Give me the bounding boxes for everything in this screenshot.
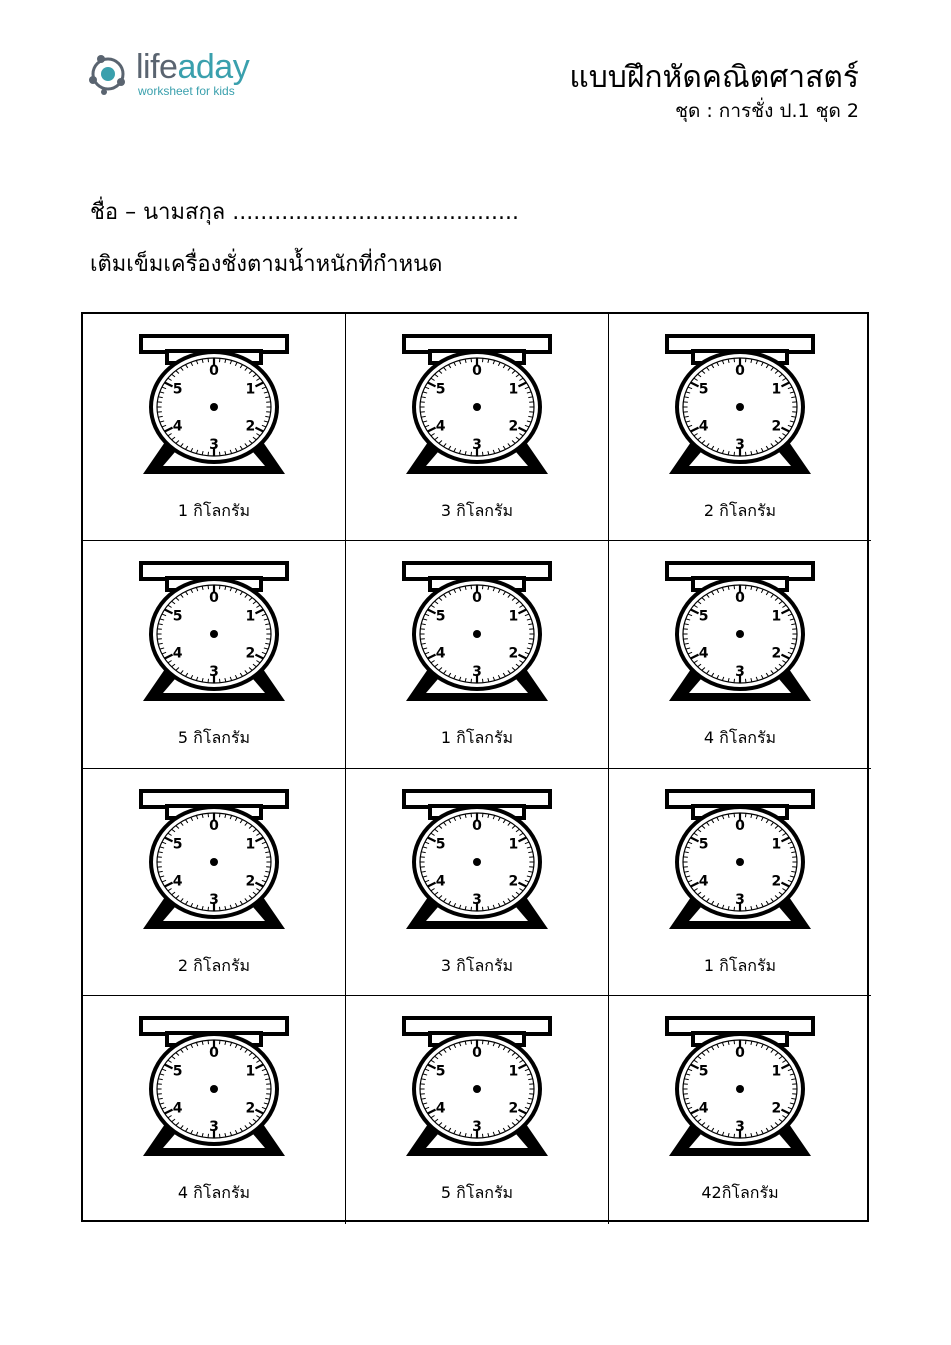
scale-cell bbox=[83, 314, 346, 541]
weight-label: 5 กิโลกรัม bbox=[440, 1183, 514, 1202]
dial-number: 0 bbox=[209, 1045, 219, 1061]
dial-number: 1 bbox=[771, 381, 782, 398]
dial-number: 1 bbox=[508, 1063, 519, 1080]
dial-number: 1 bbox=[245, 381, 256, 398]
dial-number: 2 bbox=[245, 418, 256, 435]
dial-number: 2 bbox=[245, 873, 256, 890]
dial-number: 0 bbox=[472, 818, 482, 834]
dial-number: 3 bbox=[472, 892, 482, 908]
scale-cell bbox=[83, 769, 346, 996]
dial-number: 0 bbox=[209, 590, 219, 606]
dial-number: 1 bbox=[245, 1063, 256, 1080]
weight-label: 1 กิโลกรัม bbox=[703, 956, 777, 975]
dial-number: 4 bbox=[435, 873, 446, 890]
dial-number: 0 bbox=[735, 590, 745, 606]
dial-number: 5 bbox=[698, 381, 709, 398]
dial-center-dot bbox=[210, 1085, 218, 1093]
weighing-scale bbox=[402, 561, 552, 707]
logo-molecule-icon bbox=[84, 50, 132, 98]
page-title: แบบฝึกหัดคณิตศาสตร์ bbox=[569, 60, 859, 95]
weight-label: 3 กิโลกรัม bbox=[440, 956, 514, 975]
dial-number: 5 bbox=[435, 1063, 446, 1080]
dial-number: 2 bbox=[508, 873, 519, 890]
dial-number: 4 bbox=[435, 1100, 446, 1117]
dial-number: 2 bbox=[245, 1100, 256, 1117]
scale-cell bbox=[346, 769, 609, 996]
dial-center-dot bbox=[473, 858, 481, 866]
weighing-scale bbox=[139, 789, 289, 935]
dial-number: 3 bbox=[209, 892, 219, 908]
logo-tagline: worksheet for kids bbox=[138, 84, 235, 98]
weighing-scale bbox=[402, 789, 552, 935]
name-field-line: ชื่อ – นามสกุล ......................................... bbox=[90, 200, 519, 225]
scale-grid bbox=[81, 312, 869, 1222]
dial-center-dot bbox=[736, 630, 744, 638]
dial-number: 2 bbox=[508, 1100, 519, 1117]
weighing-scale bbox=[139, 561, 289, 707]
weighing-scale bbox=[665, 1016, 815, 1162]
dial-number: 2 bbox=[508, 418, 519, 435]
dial-number: 3 bbox=[472, 664, 482, 680]
dial-number: 2 bbox=[245, 645, 256, 662]
dial-number: 4 bbox=[172, 873, 183, 890]
scale-cell bbox=[346, 314, 609, 541]
dial-number: 5 bbox=[698, 836, 709, 853]
dial-number: 5 bbox=[435, 381, 446, 398]
dial-number: 3 bbox=[209, 1119, 219, 1135]
weight-label: 4 กิโลกรัม bbox=[703, 728, 777, 747]
dial-center-dot bbox=[210, 403, 218, 411]
scale-cell bbox=[609, 314, 871, 541]
logo bbox=[84, 48, 284, 104]
dial-number: 0 bbox=[472, 1045, 482, 1061]
weighing-scale bbox=[139, 1016, 289, 1162]
dial-center-dot bbox=[473, 403, 481, 411]
dial-number: 5 bbox=[698, 1063, 709, 1080]
dial-number: 1 bbox=[245, 836, 256, 853]
dial-number: 4 bbox=[172, 645, 183, 662]
dial-number: 2 bbox=[771, 1100, 782, 1117]
dial-number: 1 bbox=[508, 381, 519, 398]
logo-word-aday: aday bbox=[177, 48, 250, 86]
weighing-scale bbox=[139, 334, 289, 480]
weighing-scale bbox=[665, 334, 815, 480]
scale-cell bbox=[346, 996, 609, 1224]
weight-label: 2 กิโลกรัม bbox=[177, 956, 251, 975]
dial-number: 4 bbox=[172, 418, 183, 435]
dial-number: 5 bbox=[172, 381, 183, 398]
weighing-scale bbox=[665, 561, 815, 707]
dial-number: 5 bbox=[172, 1063, 183, 1080]
logo-wordmark bbox=[136, 48, 249, 86]
dial-number: 1 bbox=[245, 608, 256, 625]
dial-number: 1 bbox=[771, 608, 782, 625]
dial-number: 5 bbox=[435, 608, 446, 625]
dial-number: 2 bbox=[771, 645, 782, 662]
dial-center-dot bbox=[473, 1085, 481, 1093]
dial-number: 4 bbox=[698, 873, 709, 890]
dial-number: 0 bbox=[209, 818, 219, 834]
dial-number: 5 bbox=[435, 836, 446, 853]
dial-number: 2 bbox=[771, 418, 782, 435]
dial-number: 4 bbox=[698, 1100, 709, 1117]
dial-number: 0 bbox=[735, 1045, 745, 1061]
dial-number: 1 bbox=[508, 608, 519, 625]
dial-number: 2 bbox=[508, 645, 519, 662]
weight-label: 42กิโลกรัม bbox=[701, 1183, 779, 1202]
dial-number: 3 bbox=[209, 437, 219, 453]
dial-center-dot bbox=[736, 1085, 744, 1093]
dial-number: 0 bbox=[209, 363, 219, 379]
weight-label: 4 กิโลกรัม bbox=[177, 1183, 251, 1202]
scale-cell bbox=[609, 996, 871, 1224]
dial-number: 3 bbox=[472, 1119, 482, 1135]
scale-cell bbox=[83, 541, 346, 769]
dial-number: 3 bbox=[735, 664, 745, 680]
dial-number: 3 bbox=[735, 892, 745, 908]
weight-label: 5 กิโลกรัม bbox=[177, 728, 251, 747]
dial-center-dot bbox=[210, 630, 218, 638]
scale-cell bbox=[346, 541, 609, 769]
scale-cell bbox=[83, 996, 346, 1224]
dial-center-dot bbox=[736, 403, 744, 411]
dial-number: 3 bbox=[209, 664, 219, 680]
dial-center-dot bbox=[210, 858, 218, 866]
dial-number: 5 bbox=[172, 836, 183, 853]
page-subtitle: ชุด : การชั่ง ป.1 ชุด 2 bbox=[675, 100, 859, 122]
dial-center-dot bbox=[736, 858, 744, 866]
dial-number: 0 bbox=[472, 363, 482, 379]
scale-cell bbox=[609, 541, 871, 769]
weight-label: 2 กิโลกรัม bbox=[703, 501, 777, 520]
weight-label: 3 กิโลกรัม bbox=[440, 501, 514, 520]
scale-cell bbox=[609, 769, 871, 996]
dial-number: 3 bbox=[735, 1119, 745, 1135]
dial-number: 4 bbox=[172, 1100, 183, 1117]
weight-label: 1 กิโลกรัม bbox=[177, 501, 251, 520]
dial-number: 4 bbox=[435, 645, 446, 662]
dial-number: 1 bbox=[771, 836, 782, 853]
weighing-scale bbox=[665, 789, 815, 935]
dial-number: 1 bbox=[508, 836, 519, 853]
instruction-text: เติมเข็มเครื่องชั่งตามน้ำหนักที่กำหนด bbox=[90, 252, 443, 277]
dial-number: 4 bbox=[435, 418, 446, 435]
dial-number: 1 bbox=[771, 1063, 782, 1080]
dial-number: 3 bbox=[472, 437, 482, 453]
weighing-scale bbox=[402, 334, 552, 480]
dial-number: 0 bbox=[735, 818, 745, 834]
logo-word-life: life bbox=[136, 48, 178, 86]
dial-number: 5 bbox=[172, 608, 183, 625]
dial-number: 0 bbox=[472, 590, 482, 606]
dial-number: 2 bbox=[771, 873, 782, 890]
weight-label: 1 กิโลกรัม bbox=[440, 728, 514, 747]
dial-number: 3 bbox=[735, 437, 745, 453]
dial-number: 0 bbox=[735, 363, 745, 379]
dial-number: 4 bbox=[698, 645, 709, 662]
weighing-scale bbox=[402, 1016, 552, 1162]
dial-center-dot bbox=[473, 630, 481, 638]
dial-number: 5 bbox=[698, 608, 709, 625]
dial-number: 4 bbox=[698, 418, 709, 435]
